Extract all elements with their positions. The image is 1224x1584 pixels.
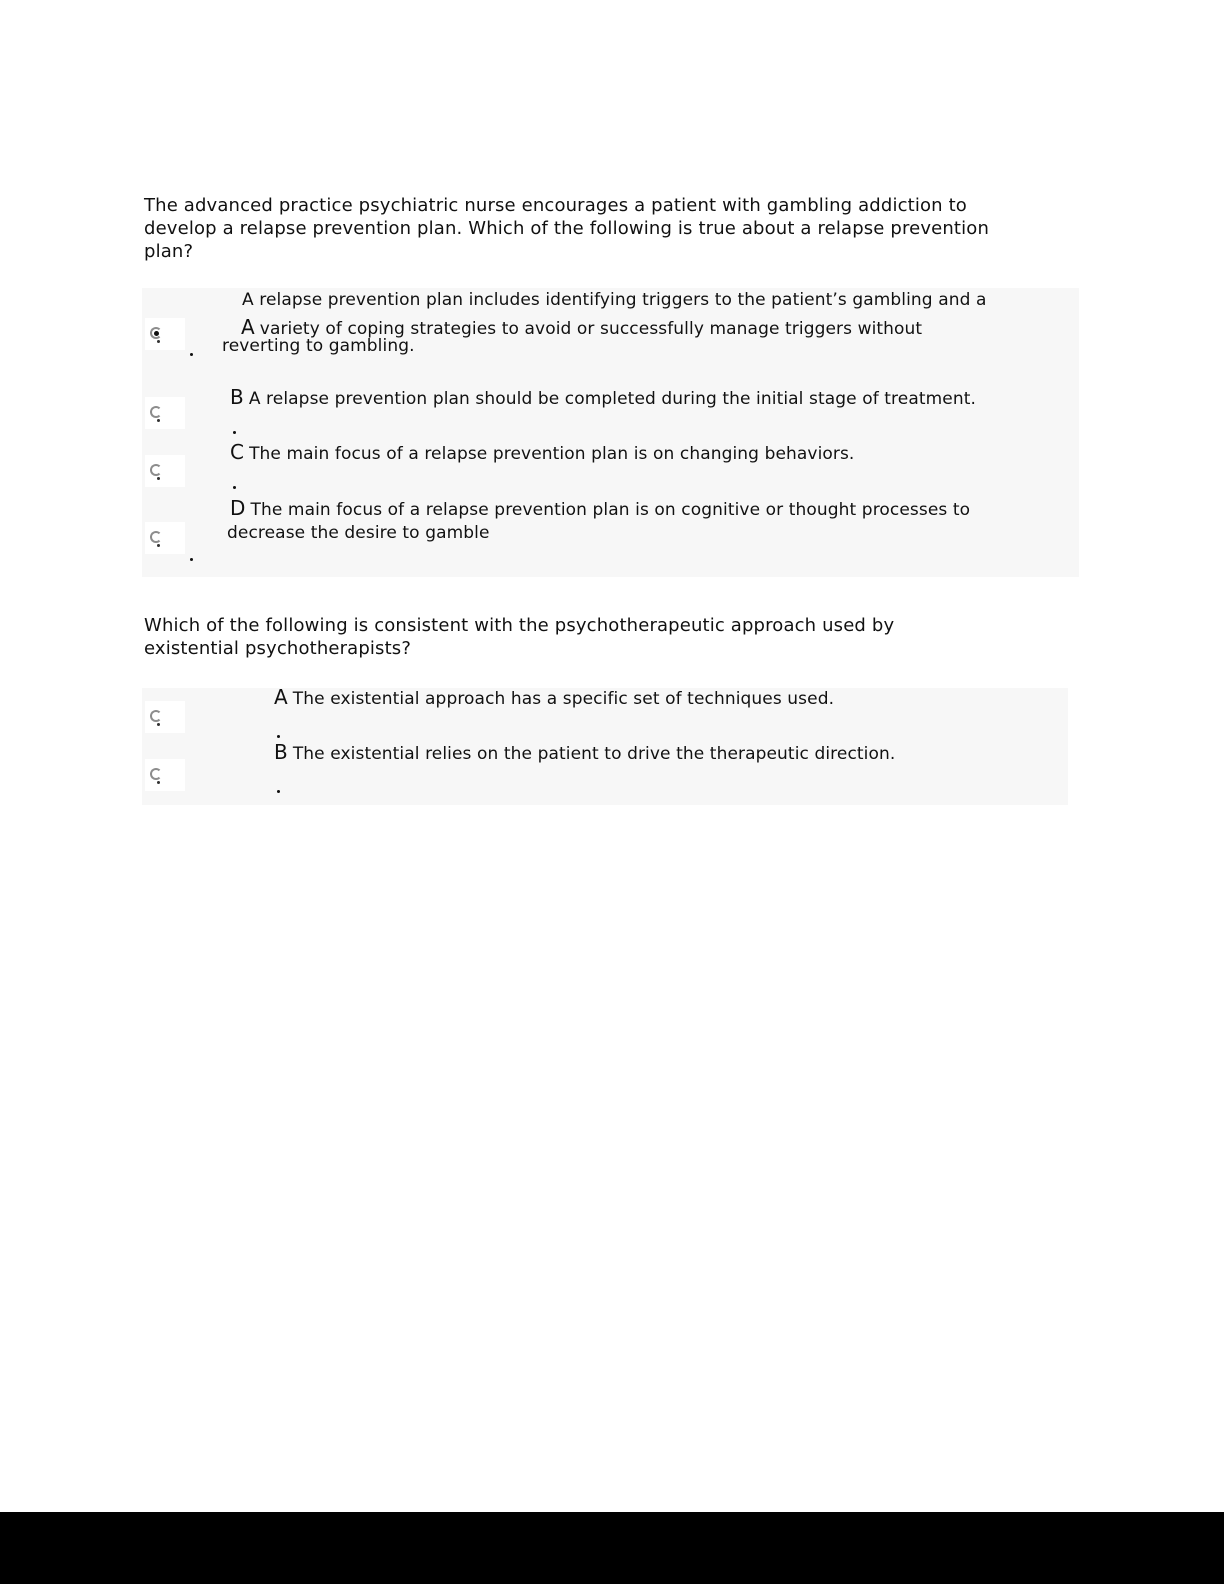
- q1-option-b-text: A relapse prevention plan should be completed during the initial stage of treatment.: [248, 389, 976, 409]
- q1-option-d-text-line-2: decrease the desire to gamble: [227, 523, 490, 543]
- radio-checked-icon: [150, 327, 162, 339]
- bullet-dot: [190, 558, 193, 561]
- q2-option-b-letter: B: [274, 740, 288, 764]
- q1-option-c-letter: C: [230, 440, 244, 464]
- question-1-text-line-3: plan?: [144, 241, 194, 262]
- q2-option-a-letter: A: [274, 685, 288, 709]
- q1-option-a-text-line-3: reverting to gambling.: [222, 336, 415, 356]
- bullet-dot: [277, 790, 280, 793]
- radio-unchecked-icon: [150, 768, 162, 780]
- q2-option-b-text: The existential relies on the patient to drive the therapeutic direction.: [292, 744, 896, 764]
- q1-option-b-letter: B: [230, 385, 244, 409]
- bottom-black-bar: [0, 1512, 1224, 1584]
- bullet-dot: [233, 431, 236, 434]
- radio-unchecked-icon: [150, 406, 162, 418]
- q1-option-d-letter: D: [230, 496, 246, 520]
- q1-option-c-radio[interactable]: [145, 455, 185, 487]
- radio-unchecked-icon: [150, 531, 162, 543]
- bullet-dot: [190, 353, 193, 356]
- q1-option-a-text-line-2: variety of coping strategies to avoid or successfully manage triggers without: [259, 319, 923, 339]
- q2-option-b-radio[interactable]: [145, 759, 185, 791]
- bullet-dot: [233, 486, 236, 489]
- q1-option-c-text: The main focus of a relapse prevention plan is on changing behaviors.: [249, 444, 855, 464]
- q2-option-a-radio[interactable]: [145, 701, 185, 733]
- question-1-text-line-2: develop a relapse prevention plan. Which of the following is true about a relapse prevention: [144, 218, 990, 239]
- q1-option-d-radio[interactable]: [145, 522, 185, 554]
- question-1-options-panel: [142, 288, 1079, 577]
- radio-unchecked-icon: [150, 710, 162, 722]
- q1-option-d-text-line-1: The main focus of a relapse prevention plan is on cognitive or thought processes to: [250, 500, 971, 520]
- radio-unchecked-icon: [150, 464, 162, 476]
- question-2-text-line-2: existential psychotherapists?: [144, 638, 412, 659]
- bullet-dot: [277, 735, 280, 738]
- question-2-text-line-1: Which of the following is consistent with the psychotherapeutic approach used by: [144, 615, 895, 636]
- q1-option-a-text-line-1: A relapse prevention plan includes identifying triggers to the patient’s gambling and a: [242, 290, 987, 310]
- q1-option-a-letter: A: [241, 315, 255, 339]
- q1-option-b-radio[interactable]: [145, 397, 185, 429]
- q1-option-a-radio[interactable]: [145, 318, 185, 350]
- q2-option-a-text: The existential approach has a specific set of techniques used.: [292, 689, 835, 709]
- question-2-options-panel: [142, 685, 1068, 805]
- question-1-text-line-1: The advanced practice psychiatric nurse encourages a patient with gambling addiction to: [144, 195, 967, 216]
